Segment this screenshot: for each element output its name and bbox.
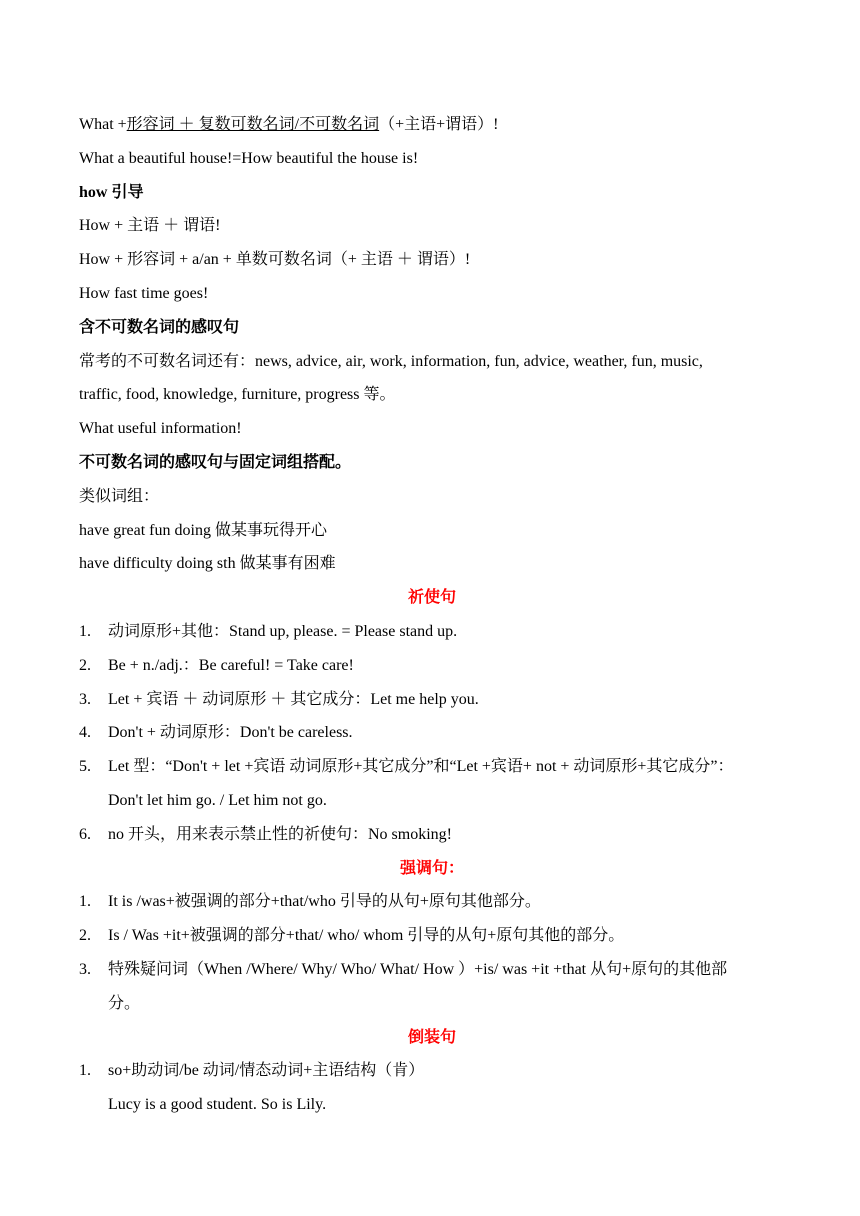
list-item-text: Let 型：“Don't + let +宾语 动词原形+其它成分”和“Let +宾语+ not + 动词原形+其它成分”： <box>108 758 734 776</box>
how-example: How fast time goes! <box>79 284 209 302</box>
how-pattern-2: How + 形容词 + a/an + 单数可数名词（+ 主语 ＋ 谓语）! <box>79 251 471 269</box>
list-item-number: 1. <box>79 893 91 911</box>
list-item <box>79 750 785 784</box>
inversion-heading: 倒装句 <box>407 1028 456 1046</box>
list-item-number: 2. <box>79 656 91 674</box>
list-item <box>79 919 785 953</box>
phrase-example-2: have difficulty doing sth 做某事有困难 <box>79 555 336 573</box>
list-item-continuation: Don't let him go. / Let him not go. <box>108 791 327 809</box>
list-item-number: 1. <box>79 1062 91 1080</box>
list-item-text: Is / Was +it+被强调的部分+that/ who/ whom 引导的从句+原句其他的部分。 <box>108 927 625 945</box>
emphatic-heading: 强调句： <box>399 859 464 877</box>
document-content <box>79 108 785 1122</box>
uncountable-subheading: 含不可数名词的感叹句 <box>79 318 240 336</box>
list-item <box>79 953 785 987</box>
list-item-text: so+助动词/be 动词/情态动词+主语结构（肯） <box>108 1062 425 1080</box>
list-item <box>79 1054 785 1088</box>
how-pattern-1: How + 主语 ＋ 谓语! <box>79 217 221 235</box>
imperative-heading: 祈使句 <box>407 589 456 607</box>
uncountable-list-line-2: traffic, food, knowledge, furniture, progress 等。 <box>79 386 396 404</box>
list-item-number: 5. <box>79 758 91 776</box>
what-example: What a beautiful house!=How beautiful the house is! <box>79 149 419 167</box>
list-item <box>79 683 785 717</box>
list-item <box>79 649 785 683</box>
what-pattern-underlined: 形容词 ＋ 复数可数名词/不可数名词 <box>126 116 380 133</box>
phrase-example-1: have great fun doing 做某事玩得开心 <box>79 521 327 539</box>
uncountable-list-line-1: 常考的不可数名词还有：news, advice, air, work, information, fun, advice, weather, fun, music, <box>79 352 703 370</box>
list-item <box>79 716 785 750</box>
list-item-text: 特殊疑问词（When /Where/ Why/ Who/ What/ How ）+is/ was +it +that 从句+原句的其他部 <box>108 960 728 978</box>
list-item <box>79 615 785 649</box>
uncountable-example: What useful information! <box>79 420 242 438</box>
similar-phrases-label: 类似词组： <box>79 487 160 505</box>
list-item-number: 3. <box>79 690 91 708</box>
list-item <box>79 818 785 852</box>
list-item-continuation: 分。 <box>108 994 141 1012</box>
what-pattern-suffix: （+主语+谓语）! <box>379 116 499 133</box>
list-item <box>79 885 785 919</box>
list-item-text: no 开头，用来表示禁止性的祈使句：No smoking! <box>108 825 453 843</box>
list-item-continuation: Lucy is a good student. So is Lily. <box>108 1096 327 1114</box>
list-item-number: 3. <box>79 960 91 978</box>
list-item-number: 1. <box>79 622 91 640</box>
list-item-text: Let + 宾语 ＋ 动词原形 ＋ 其它成分：Let me help you. <box>108 690 479 708</box>
how-subheading: how 引导 <box>79 183 144 201</box>
what-pattern-prefix: What + <box>79 116 127 133</box>
list-item-text: It is /was+被强调的部分+that/who 引导的从句+原句其他部分。 <box>108 893 541 911</box>
phrase-subheading: 不可数名词的感叹句与固定词组搭配。 <box>79 453 352 471</box>
list-item-number: 4. <box>79 724 91 742</box>
what-pattern-line <box>79 108 785 142</box>
list-item-number: 2. <box>79 927 91 945</box>
list-item-number: 6. <box>79 825 91 843</box>
list-item-text: 动词原形+其他：Stand up, please. = Please stand up. <box>108 622 458 640</box>
list-item-text: Be + n./adj.：Be careful! = Take care! <box>108 656 354 674</box>
list-item-text: Don't + 动词原形：Don't be careless. <box>108 724 353 742</box>
